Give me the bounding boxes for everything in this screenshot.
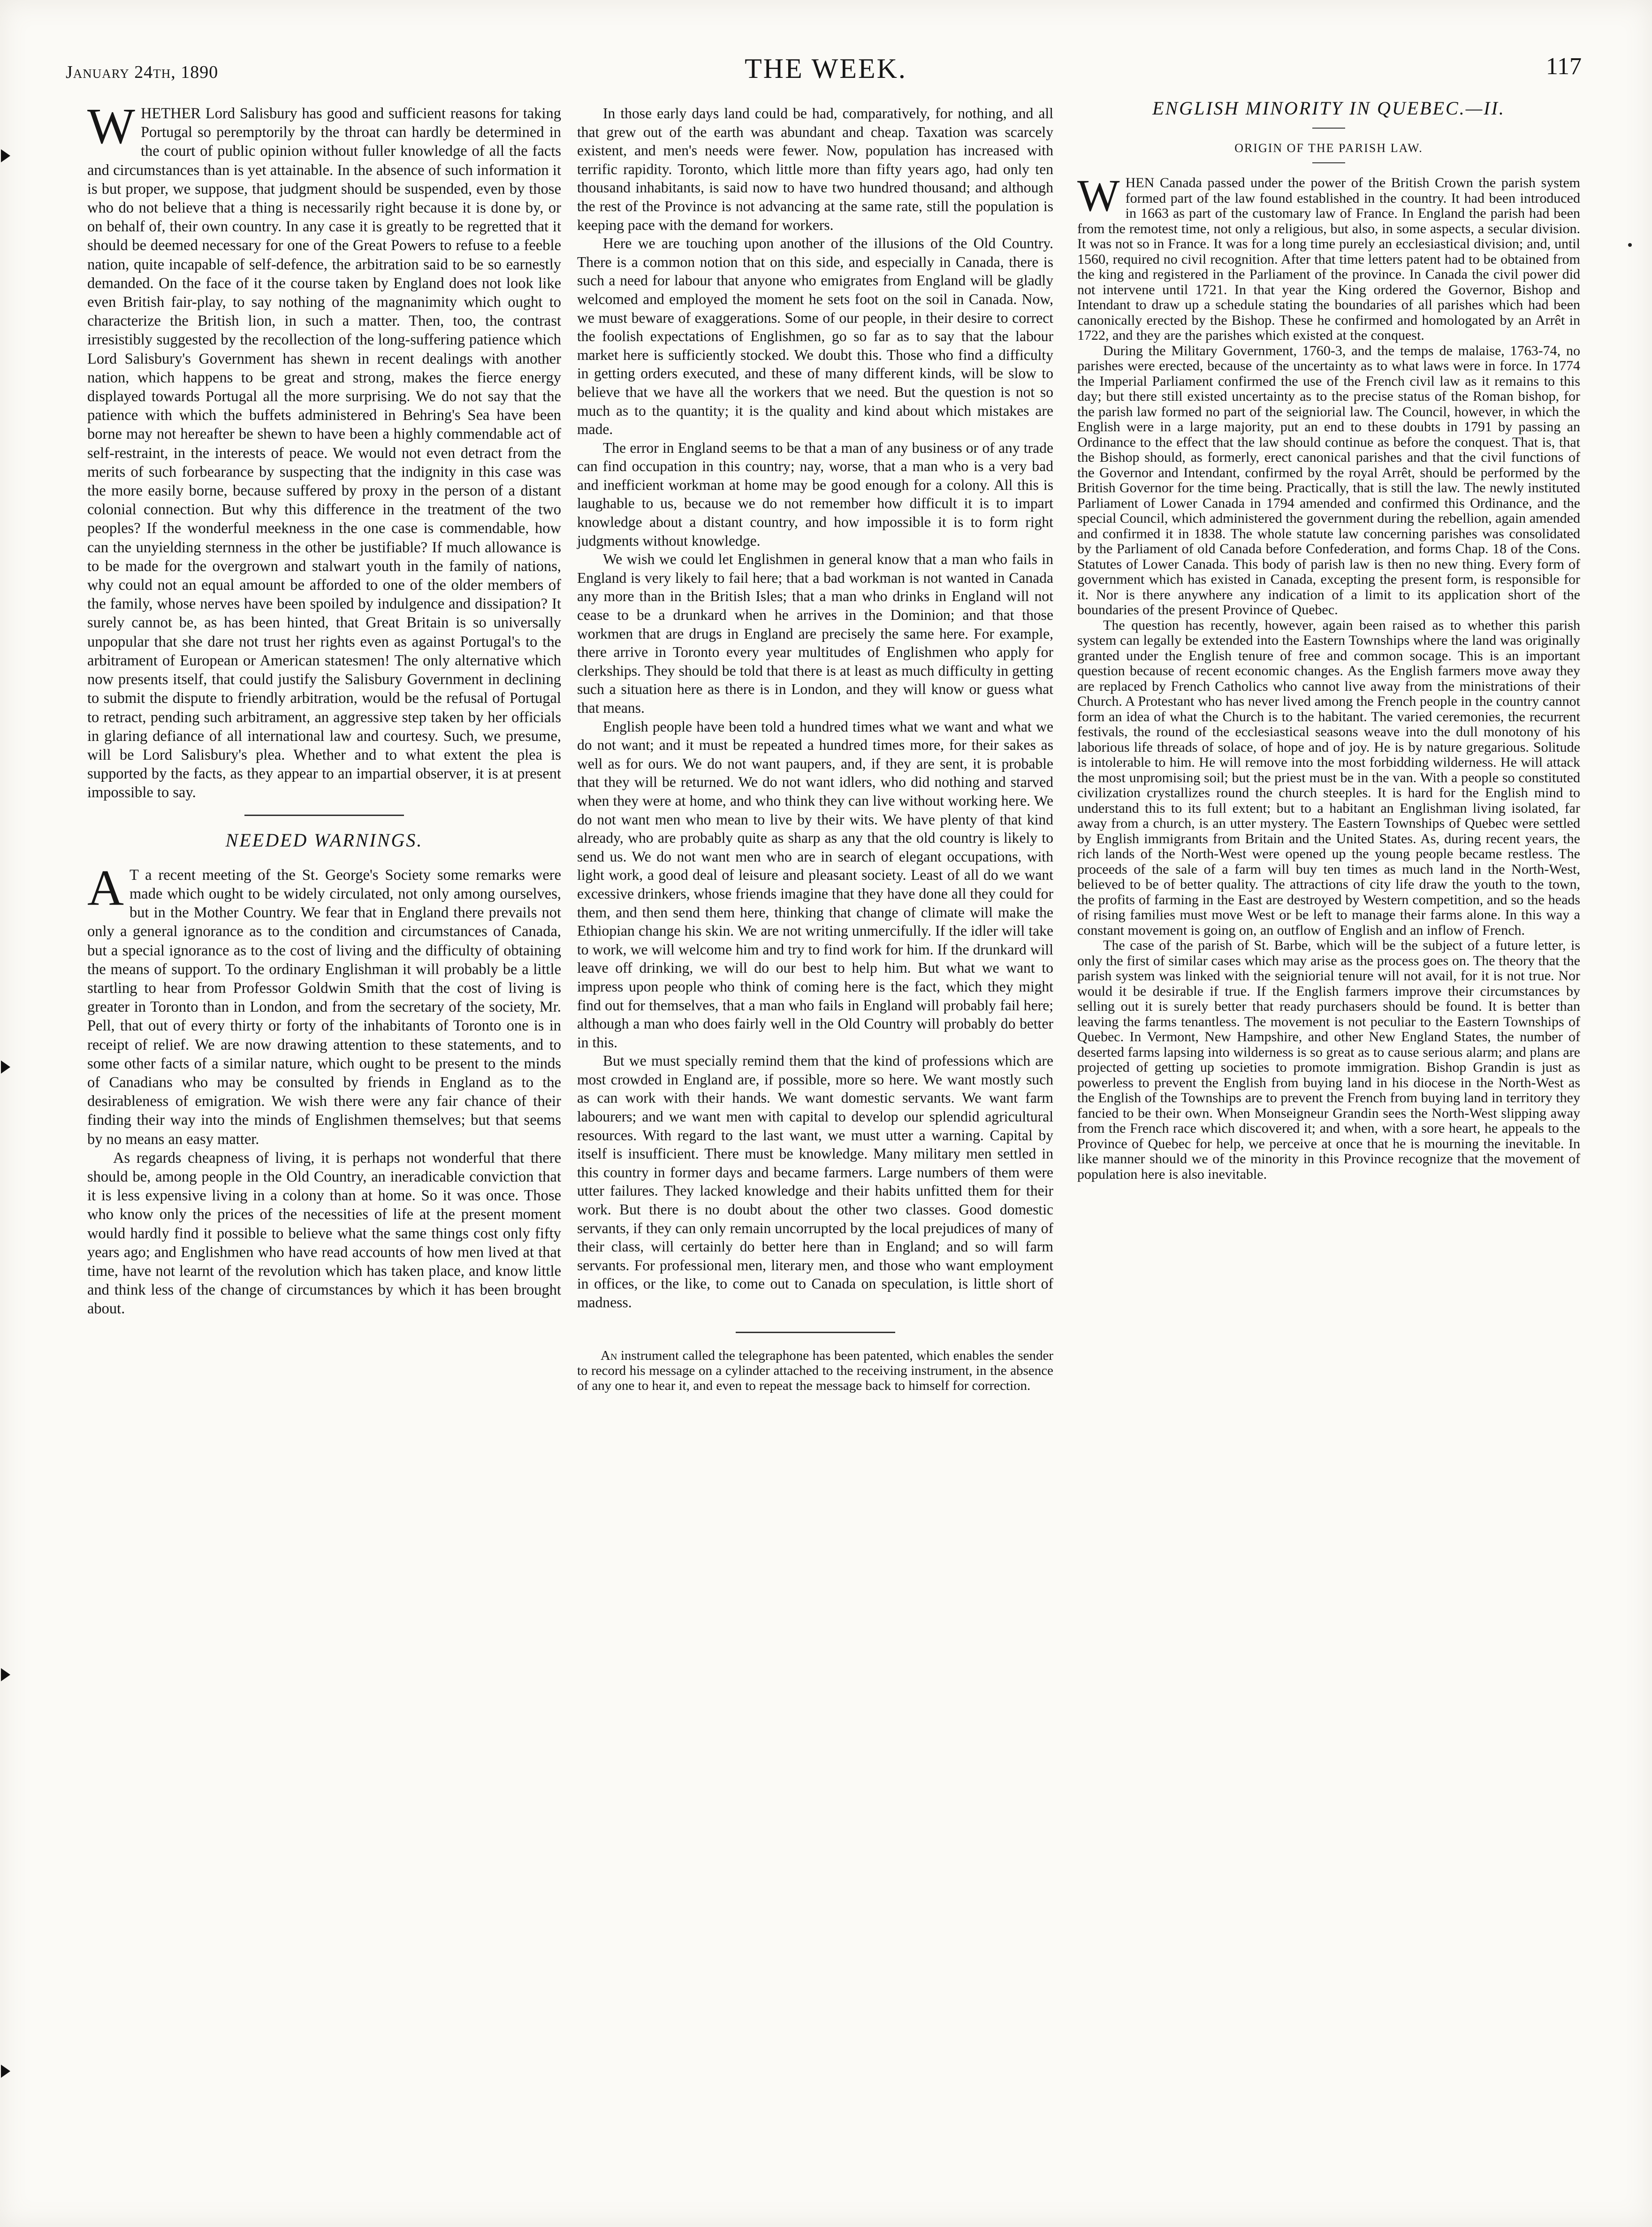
paragraph: In those early days land could be had, comparatively, for nothing, and all that grew out of the earth was abundant and cheap. Taxation was scarcely existent, and men's needs were fewer. Now, population has increased with terrific rapidity. Toronto, which little more than fifty years ago, had only ten thousand inhabitants, is said now to have two hundred thousand; and although the rest of the Province is not advancing at the same rate, still the population is keeping pace with the demand for workers.	[577, 105, 1053, 233]
margin-arrow-mark	[1, 1668, 10, 1681]
paragraph	[1077, 170, 1580, 343]
newspaper-title: THE WEEK.	[745, 53, 907, 84]
column-1	[87, 99, 561, 1319]
issue-date: January 24th, 1890	[66, 62, 219, 82]
paragraph: We wish we could let Englishmen in general know that a man who fails in England is very likely to fail here; that a bad workman is not wanted in Canada any more than in the British Isles; that a man who drinks in England will not cease to be a drunkard when he arrives in the Dominion; and that those workmen that are drugs in England are precisely the same here. For example, there arrive in Toronto every year multitudes of Englishmen who apply for clerkships. They should be told that there is at least as much difficulty in getting such a situation here as there is in London, and they will know or guess what that means.	[577, 551, 1053, 716]
paragraph: HETHER Lord Salisbury has good and sufficient reasons for taking Portugal so peremptorily by the throat can hardly be determined in the court of public opinion without fuller knowledge of all the facts and circumstances than is yet attainable. In the absence of such information it is but proper, we suppose, that judgment should be suspended, even by those who do not believe that a thing is necessarily right because it is done by, or on behalf of, their own country. In any case it is greatly to be regretted that it should be deemed necessary for one of the Great Powers to refuse to a feeble nation, quite incapable of self-defence, the arbitration said to be so earnestly demanded. On the face of it the course taken by England does not look like even British fair-play, to say nothing of the magnanimity which ought to characterize the British lion, in such a matter. Then, too, the contrast irresistibly suggested by the recollection of the long-suffering patience which Lord Salisbury's Government has shewn in recent dealings with another nation, which happens to be great and strong, makes the fierce energy displayed towards Portugal all the more surprising. We do not say that the patience with which the buffets administered in Behring's Sea have been borne may not hereafter be shewn to have been a highly commendable act of self-restraint, in the interests of peace. We would not even detract from the merits of such forbearance by suspecting that the indignity in this case was the more easily borne, because suffered by proxy in the person of a distant colonial connection. But why this difference in the treatment of the two peoples? If the wonderful meekness in the one case is commendable, how can the unyielding sternness in the other be justifiable? If much allowance is to be made for the overgrown and stalwart youth in the family of nations, why could not an equal amount be afforded to one of the older members of the family, whose nerves have been spoiled by indulgence and dissipation? It surely cannot be, as has been hinted, that Great Britain is so universally unpopular that she dare not trust her rights even as against Portugal's to the arbitrament of European or American statesmen! The only alternative which now presents itself, that could justify the Salisbury Government in declining to submit the dispute to friendly arbitration, would be the refusal of Portugal to retract, pending such arbitrament, an aggressive step taken by her officials in glaring defiance of all international law and courtesy. Such, we presume, will be Lord Salisbury's plea. Whether and to what extent the plea is supported by the facts, as they appear to an impartial observer, it is at present impossible to say.	[87, 105, 561, 801]
paragraph	[87, 860, 561, 1149]
telegraphone-note	[577, 1348, 1053, 1393]
article-heading-needed-warnings: NEEDED WARNINGS.	[225, 829, 423, 851]
paragraph-text: T a recent meeting of the St. George's Society some remarks were made which ought to be widely circulated, not only among ourselves, but in the Mother Country. We fear that in England there prevails not only a general ignorance as to the condition and circumstances of Canada, but a special ignorance as to the cost of living and the difficulty of obtaining the means of support. To the ordinary Englishman it will probably be a little startling to hear from Professor Goldwin Smith that the cost of living is greater in Toronto than in London, and from the secretary of the society, Mr. Pell, that out of every thirty or forty of the inhabitants of Toronto one is in receipt of relief. We are now drawing attention to these statements, and to some other facts of a similar nature, which ought to be present to the minds of Canadians who may be consulted by friends in England as to the desirableness of emigration. We wish there were any fair chance of their finding their way into the minds of Englishmen themselves; but that seems by no means an easy matter.	[87, 866, 561, 1148]
paragraph-text: HEN Canada passed under the power of the British Crown the parish system formed part of the law found established in the country. It had been introduced in 1663 as part of the customary law of France. In England the parish had been from the remotest time, not only a religious, but also, in some aspects, a secular division. It was not so in France. It was for a long time purely an ecclesiastical division; and, until 1560, required no civil recognition. After that time letters patent had to be obtained from the king and registered in the Parliament of the province. In Canada the civil power did not intervene until 1721. In that year the King ordered the Governor, Bishop and Intendant to draw up a schedule stating the boundaries of all parishes which had been canonically erected by the Bishop. These he confirmed and homologated by an Arrêt in 1722, and they are the parishes which existed at the conquest.	[1077, 175, 1580, 343]
dropcap: W	[87, 99, 135, 154]
column-2	[577, 104, 1053, 1393]
heading-divider	[1312, 128, 1345, 129]
page-number: 117	[1545, 53, 1582, 80]
article-subheading: ORIGIN OF THE PARISH LAW.	[1234, 141, 1423, 155]
column-3	[1077, 98, 1580, 1182]
paragraph: The case of the parish of St. Barbe, which will be the subject of a future letter, is only the first of similar cases which may arise as the process goes on. The theory that the parish system was linked with the seigniorial tenure will not avail, for it is not true. Nor would it be desirable if true. If the English farmers improve their circumstances by selling out it is surely better that ready purchasers should be found. It is better than leaving the farms tenantless. The movement is not peculiar to the Eastern Townships of Quebec. In Vermont, New Hampshire, and other New England States, the number of deserted farms lapsing into wilderness is so great as to cause serious alarm; and plans are projected of getting up societies to promote immigration. Bishop Grandin is just as powerless to prevent the English from buying land in his diocese in the North-West as the English of the Townships are to prevent the French from buying land in territory they fancied to be their own. When Monseigneur Grandin sees the North-West slipping away from the French race which discovered it; and when, with a sore heart, he appeals to the Province of Quebec for help, we perceive at once that he is mourning the inevitable. In like manner should we of the minority in this Province recognize that the movement of population here is also inevitable.	[1077, 938, 1580, 1182]
article-salisbury-portugal	[87, 99, 561, 802]
section-divider	[736, 1332, 895, 1333]
paragraph: The error in England seems to be that a man of any business or of any trade can find occupation in this country; nay, worse, that a man who is a very bad and inefficient workman at home may be good enough for a colony. All this is laughable to us, because we do not remember how difficult it is to impart knowledge about a distant country, and how impossible it is to form right judgments without knowledge.	[577, 439, 1053, 549]
article-heading-english-minority: ENGLISH MINORITY IN QUEBEC.—II.	[1152, 98, 1505, 119]
margin-arrow-mark	[1, 2065, 10, 2078]
section-divider	[244, 815, 404, 816]
paragraph: But we must specially remind them that the kind of professions which are most crowded in England are, if possible, more so here. We want mostly such as can work with their hands. We want domestic servants. We want farm labourers; and we want men with capital to develop our splendid agricultural resources. With regard to the last want, we must utter a warning. Capital by itself is insufficient. There must be knowledge. Many military men settled in this country in former days and became farmers. Large numbers of them were utter failures. They lacked knowledge and their habits unfitted them for their work. But there is no doubt about the other two classes. Good domestic servants, if they can only remain uncorrupted by the local prejudices of many of their class, will certainly do better here than in England; and so will farm servants. For professional men, literary men, and those who want employment in offices, or the like, to come out to Canada on speculation, is little short of madness.	[577, 1052, 1053, 1311]
paragraph: English people have been told a hundred times what we want and what we do not want; and it must be repeated a hundred times more, for their sakes as well as for ours. We do not want paupers, and, if they are sent, it is probable that they will be returned. We do not want idlers, who did nothing and starved when they were at home, and who think they can live without working here. We do not want men who mean to live by their wits. We have plenty of that kind already, who are probably quite as sharp as any that the old country is likely to send us. We do not want men who are in search of elegant occupations, with light work, a good deal of leisure and pleasant society. Least of all do we want excessive drinkers, whose friends imagine that they have done all they could for them, and then send them here, thinking that change of climate will make the Ethiopian change his skin. We are not writing unmercifully. If the idler will take to work, we will welcome him and try to find work for him. If the drunkard will leave off drinking, we will do our best to help him. But what we want to impress upon people who think of coming here is the fact, which they might find out for themselves, that a man who fails in England will probably fail here; although a man who does fairly well in the Old Country will probably do better in this.	[577, 718, 1053, 1051]
margin-arrow-mark	[1, 149, 10, 162]
note-lead: An	[601, 1348, 617, 1363]
paragraph: Here we are touching upon another of the illusions of the Old Country. There is a common notion that on this side, and especially in Canada, there is such a need for labour that anyone who emigrates from England will be gladly welcomed and employed the moment he sets foot on the soil in Canada. Now, we must beware of exaggerations. Some of our people, in their desire to correct the foolish expectations of Englishmen, go so far as to say that the labour market here is sufficiently stocked. We doubt this. Those who find a difficulty in getting orders executed, and these of many different kinds, will be slow to believe that we have all the workers that we need. But the question is not so much as to the quantity; it is the quality and kind about which mistakes are made.	[577, 235, 1053, 438]
margin-dot-mark	[1628, 243, 1632, 247]
dropcap: A	[87, 860, 124, 916]
paragraph: During the Military Government, 1760-3, and the temps de malaise, 1763-74, no parishes were erected, because of the uncertainty as to what laws were in force. In 1774 the Imperial Parliament confirmed the use of the French civil law as it remains to this day; but there still existed uncertainty as to the precise status of the Roman bishop, for the parish law formed no part of the seigniorial law. The Council, however, in which the English were in a large majority, put an end to these doubts in 1791 by passing an Ordinance to the effect that the law should continue as before the conquest. That is, that the Bishop should, as formerly, erect canonical parishes and that the civil functions of the Governor and Intendant, confirmed by the royal Arrêt, should be performed by the British Governor for the time being. Practically, that is still the law. The newly instituted Parliament of Lower Canada in 1794 amended and confirmed this Ordinance, and the special Council, which administered the government during the rebellion, again amended and confirmed it in 1838. The whole statute law concerning parishes was consolidated by the Parliament of old Canada before Confederation, and forms Chap. 18 of the Cons. Statutes of Lower Canada. This body of parish law is then no new thing. Every form of government which has existed in Canada, excepting the present form, is responsible for it. Nor is there anywhere any indication of a limit to its application short of the boundaries of the present Province of Quebec.	[1077, 343, 1580, 618]
paragraph: The question has recently, however, again been raised as to whether this parish system can legally be extended into the Eastern Townships where the land was originally granted under the English tenure of free and common socage. This is an important question because of recent economic changes. As the English farmers move away they are replaced by French Catholics who cannot live away from the ministrations of their Church. A Protestant who has never lived among the French people in the country cannot form an idea of what the Church is to the habitant. The varied ceremonies, the recurrent festivals, the round of the ecclesiastical seasons weave into the dull monotony of his laborious life threads of solace, of hope and of joy. He is by nature gregarious. Solitude is intolerable to him. He will remove into the most forbidding wilderness. He will attack the most unpromising soil; but the priest must be in the van. With a people so constituted civilization crystallizes round the church steeples. It is hard for the English mind to understand this to its full extent; but to a habitant an Englishman living isolated, far away from a church, is an utter mystery. The Eastern Townships of Quebec were settled by English immigrants from Britain and the United States. As, during recent years, the rich lands of the North-West were opened up the young people became restless. The proceeds of the sale of a farm will buy ten times as much land in the North-West, believed to be of better quality. The attractions of city life draw the youth to the town, the profits of farming in the East are destroyed by Western competition, and so the heads of rising families must move West or be left to manage their farms alone. In this way a constant movement is going on, an outflow of English and an inflow of French.	[1077, 617, 1580, 938]
paragraph: As regards cheapness of living, it is perhaps not wonderful that there should be, among people in the Old Country, an ineradicable conviction that it is less expensive living in a colony than at home. So it was once. Those who know only the prices of the necessities of life at the present moment would hardly find it possible to believe what the same things cost only fifty years ago; and Englishmen who have read accounts of how men lived at that time, have not learnt of the revolution which has taken place, and know little and think less of the change of circumstances by which it has been brought about.	[87, 1149, 561, 1318]
subheading-divider	[1312, 162, 1345, 163]
dropcap: W	[1077, 170, 1120, 221]
margin-arrow-mark	[1, 1060, 10, 1074]
note-text: instrument called the telegraphone has been patented, which enables the sender to record his message on a cylinder attached to the receiving instrument, in the absence of any one to hear it, and even to repeat the message back to himself for correction.	[577, 1348, 1053, 1393]
